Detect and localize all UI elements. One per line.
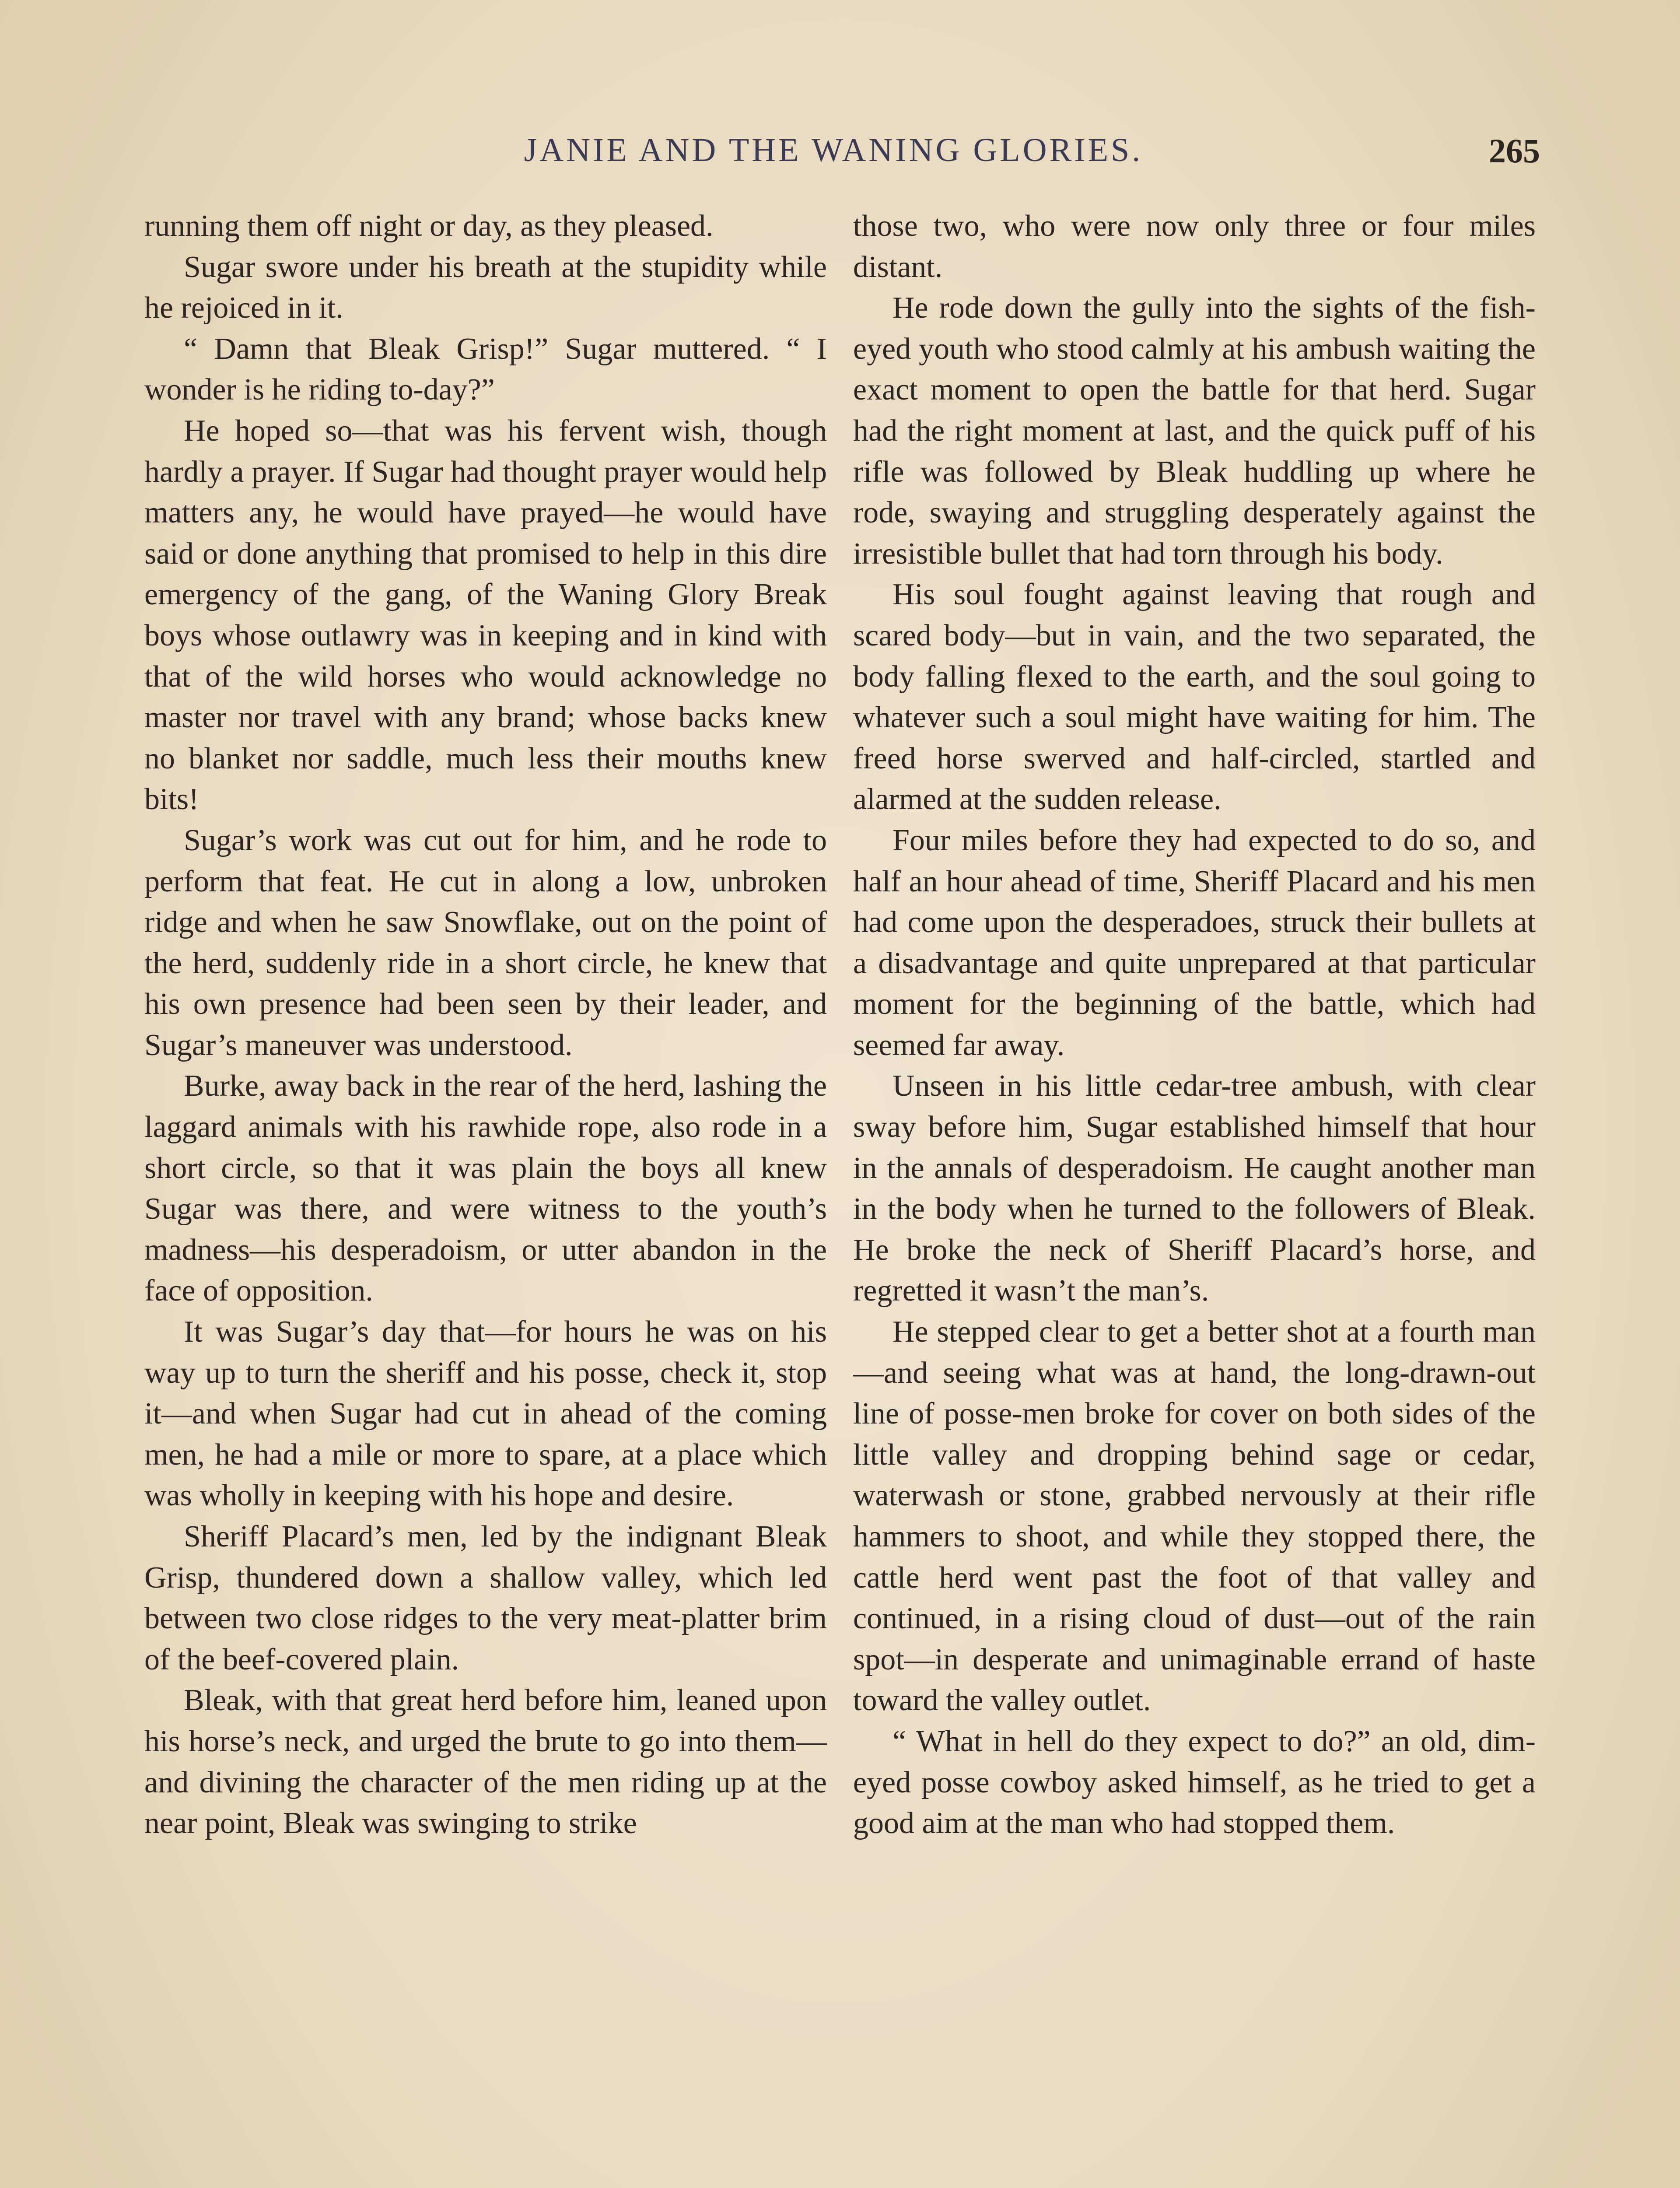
page-number: 265 [1489, 132, 1540, 170]
paragraph: Sugar swore under his breath at the stupidity while he rejoiced in it. [144, 250, 827, 325]
paragraph: Burke, away back in the rear of the herd, lashing the laggard animals with his rawhide rope, also rode in a short circle, so that it was plain the boys all knew Sugar was there, and were witness to the youth’s madness—his desperadoism, or utter abandon in the face of opposition. [144, 1069, 827, 1308]
running-title: JANIE AND THE WANING GLORIES. [524, 132, 1143, 168]
paragraph: Sheriff Placard’s men, led by the indignant Bleak Grisp, thundered down a shallow valley, which led between two close ridges to the very meat-platter brim of the beef-covered plain. [144, 1520, 827, 1676]
paragraph: those two, who were now only three or four miles distant. [853, 209, 1536, 284]
paragraph: “ Damn that Bleak Grisp!” Sugar muttered. “ I wonder is he riding to-day?” [144, 332, 827, 407]
right-column [853, 206, 1536, 2188]
paragraph: He hoped so—that was his fervent wish, though hardly a prayer. If Sugar had thought prayer would help matters any, he would have prayed—he would have said or done anything that promised to help in this dire emergency of the gang, of the Waning Glory Break boys whose outlawry was in keeping and in kind with that of the wild horses who would acknowledge no master nor travel with any brand; whose backs knew no blanket nor saddle, much less their mouths knew bits! [144, 414, 827, 817]
paragraph: It was Sugar’s day that—for hours he was on his way up to turn the sheriff and his posse, check it, stop it—and when Sugar had cut in ahead of the coming men, he had a mile or more to spare, at a place which was wholly in keeping with his hope and desire. [144, 1315, 827, 1513]
paragraph: Bleak, with that great herd before him, leaned upon his horse’s neck, and urged the brute to go into them—and divining the character of the men riding up at the near point, Bleak was swinging to strike [144, 1683, 827, 1841]
left-column [144, 206, 827, 2188]
paragraph: running them off night or day, as they pleased. [144, 209, 714, 243]
paragraph: Four miles before they had expected to do so, and half an hour ahead of time, Sheriff Placard and his men had come upon the desperadoes, struck their bullets at a disadvantage and quite unprepared at that particular moment for the beginning of the battle, which had seemed far away. [853, 823, 1536, 1062]
paragraph: Unseen in his little cedar-tree ambush, with clear sway before him, Sugar established himself that hour in the annals of desperadoism. He caught another man in the body when he turned to the followers of Bleak. He broke the neck of Sheriff Placard’s horse, and regretted it wasn’t the man’s. [853, 1069, 1536, 1308]
page-header [127, 131, 1540, 179]
paragraph: Sugar’s work was cut out for him, and he rode to perform that feat. He cut in along a low, unbroken ridge and when he saw Snowflake, out on the point of the herd, suddenly ride in a short circle, he knew that his own presence had been seen by their leader, and Sugar’s maneuver was understood. [144, 823, 827, 1062]
paragraph: He stepped clear to get a better shot at a fourth man—and seeing what was at hand, the long-drawn-out line of posse-men broke for cover on both sides of the little valley and dropping behind sage or cedar, waterwash or stone, grabbed nervously at their rifle hammers to shoot, and while they stopped there, the cattle herd went past the foot of that valley and continued, in a rising cloud of dust—out of the rain spot—in desperate and unimaginable errand of haste toward the valley outlet. [853, 1315, 1536, 1718]
text-columns [144, 206, 1536, 2188]
paragraph: He rode down the gully into the sights of the fish-eyed youth who stood calmly at his ambush waiting the exact moment to open the battle for that herd. Sugar had the right moment at last, and the quick puff of his rifle was followed by Bleak huddling up where he rode, swaying and struggling desperately against the irresistible bullet that had torn through his body. [853, 291, 1536, 571]
paragraph: “ What in hell do they expect to do?” an old, dim-eyed posse cowboy asked himself, as he tried to get a good aim at the man who had stopped them. [853, 1724, 1536, 1841]
paragraph: His soul fought against leaving that rough and scared body—but in vain, and the two separated, the body falling flexed to the earth, and the soul going to whatever such a soul might have waiting for him. The freed horse swerved and half-circled, startled and alarmed at the sudden release. [853, 578, 1536, 817]
